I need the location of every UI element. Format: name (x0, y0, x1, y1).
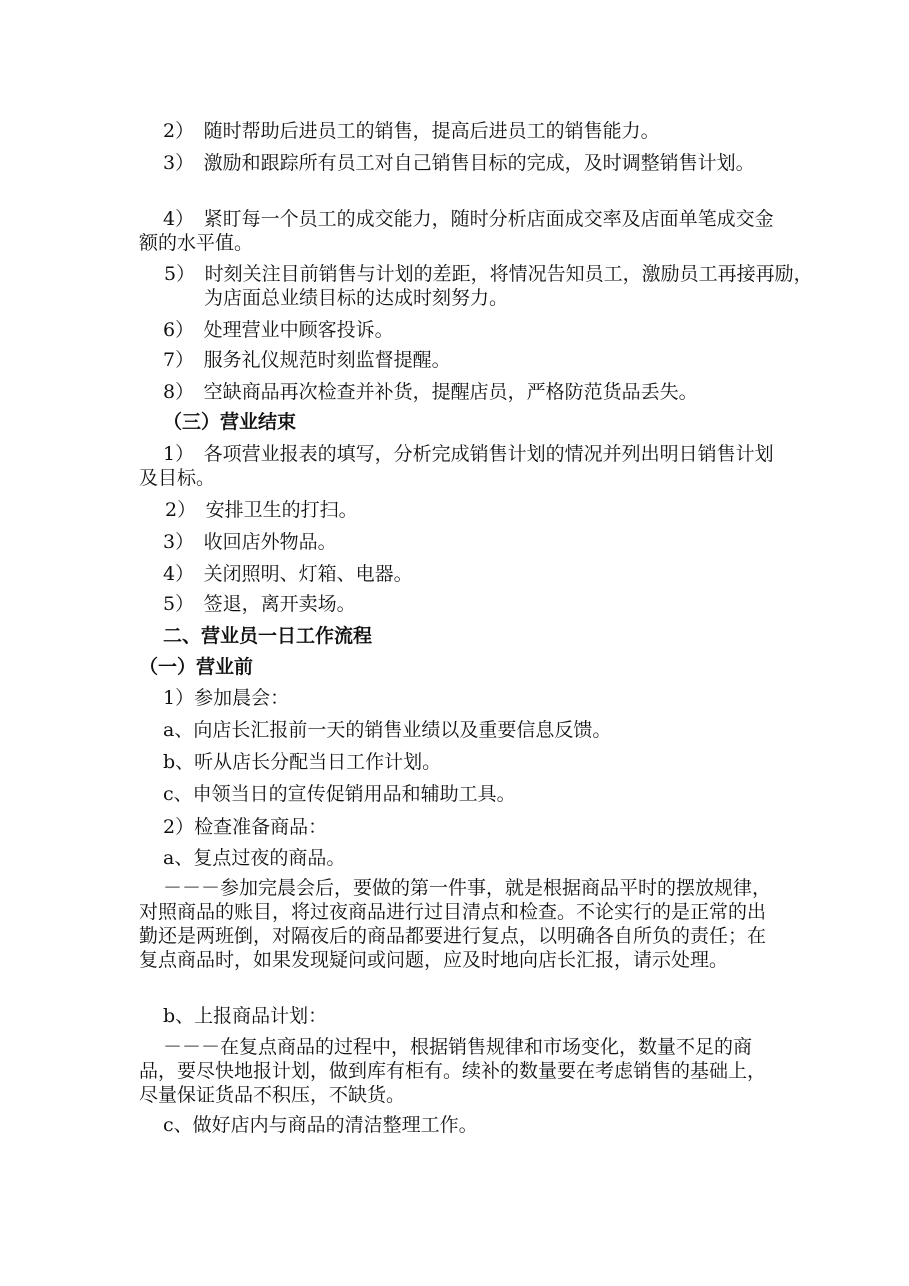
list-item: 1）参加晨会： (163, 687, 290, 709)
list-item: 5） 签退，离开卖场。 (163, 593, 356, 615)
body-paragraph: －－－参加完晨会后，要做的第一件事，就是根据商品平时的摆放规律，对照商品的账目，将过夜商品进行过目清点和检查。不论实行的是正常的出勤还是两班倒，对隔夜后的商品都要进行复点，以明确各自所负的责任；在复点商品时，如果发现疑问或问题，应及时地向店长汇报，请示处理。 (139, 877, 772, 971)
body-paragraph: －－－在复点商品的过程中，根据销售规律和市场变化，数量不足的商品，要尽快地报计划，做到库有柜有。续补的数量要在考虑销售的基础上，尽量保证货品不积压，不缺货。 (139, 1036, 767, 1106)
list-item: 2） 安排卫生的打扫。 (165, 499, 358, 521)
list-item: c、申领当日的宣传促销用品和辅助工具。 (163, 783, 516, 805)
list-item: b、上报商品计划： (163, 1005, 328, 1027)
list-item: 3） 激励和跟踪所有员工对自己销售目标的完成，及时调整销售计划。 (163, 152, 755, 174)
list-item: 3） 收回店外物品。 (163, 531, 337, 553)
list-item: c、做好店内与商品的清洁整理工作。 (163, 1114, 478, 1136)
list-item: a、向店长汇报前一天的销售业绩以及重要信息反馈。 (163, 719, 612, 741)
list-item: 2）检查准备商品： (163, 816, 328, 838)
list-item: 6） 处理营业中顾客投诉。 (163, 319, 394, 341)
section-heading: 二、营业员一日工作流程 (163, 625, 373, 647)
list-item: 5） 时刻关注目前销售与计划的差距，将情况告知员工，激励员工再接再励，为店面总业绩目标的达成时刻努力。 (164, 263, 813, 309)
list-item: 2） 随时帮助后进员工的销售，提高后进员工的销售能力。 (163, 120, 660, 142)
list-item: 8） 空缺商品再次检查并补货，提醒店员，严格防范货品丢失。 (163, 381, 698, 403)
list-item: a、复点过夜的商品。 (163, 847, 346, 869)
section-heading: （一）营业前 (139, 656, 254, 678)
list-item: b、听从店长分配当日工作计划。 (163, 751, 442, 773)
list-item: 4） 紧盯每一个员工的成交能力，随时分析店面成交率及店面单笔成交金额的水平值。 (139, 208, 774, 254)
list-item: 7） 服务礼仪规范时刻监督提醒。 (163, 349, 451, 371)
list-item: 1） 各项营业报表的填写，分析完成销售计划的情况并列出明日销售计划及目标。 (139, 443, 774, 489)
section-heading: （三）营业结束 (163, 411, 297, 433)
list-item: 4） 关闭照明、灯箱、电器。 (163, 563, 413, 585)
